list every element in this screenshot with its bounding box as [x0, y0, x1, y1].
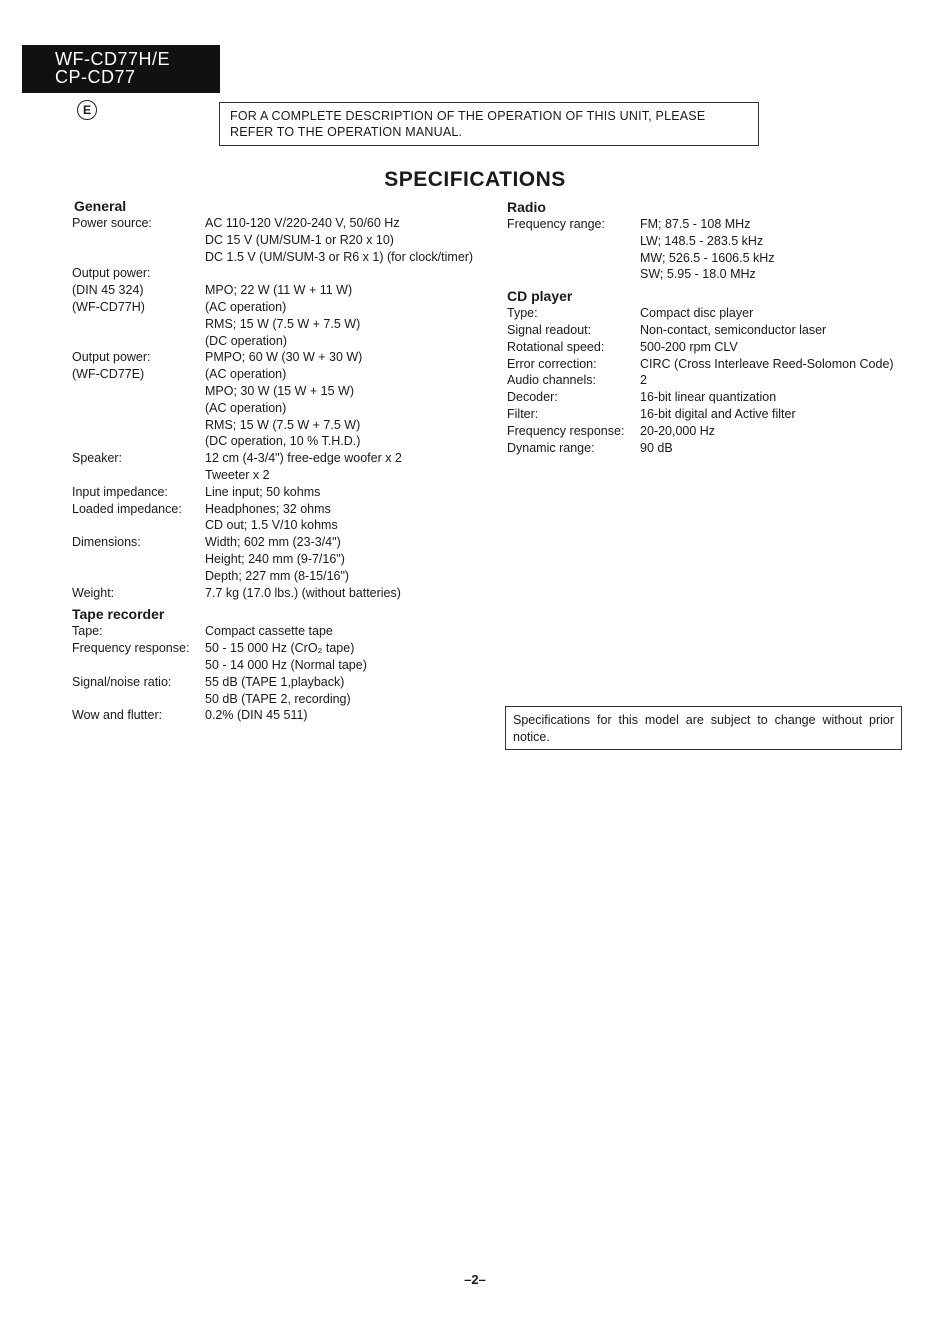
model-number-block — [22, 45, 220, 93]
spec-row — [507, 389, 907, 406]
spec-value: 7.7 kg (17.0 lbs.) (without batteries) — [205, 585, 401, 600]
section-heading-cd-player: CD player — [507, 288, 573, 305]
spec-label: Signal readout: — [507, 322, 592, 337]
spec-label: Output power: (DIN 45 324) (WF-CD77H) — [72, 266, 151, 314]
spec-value: MPO; 22 W (11 W + 11 W) (AC operation) RMS; 15 W (7.5 W + 7.5 W) (DC operation) — [205, 283, 361, 348]
spec-label: Output power: (WF-CD77E) — [72, 350, 151, 382]
spec-label: Weight: — [72, 585, 115, 600]
spec-value: 12 cm (4-3/4") free-edge woofer x 2 Tweeter x 2 — [205, 451, 402, 482]
left-column — [72, 197, 492, 724]
spec-value: Width; 602 mm (23-3/4") Height; 240 mm (9-7/16") Depth; 227 mm (8-15/16") — [205, 535, 350, 583]
spec-value: Compact disc player — [640, 306, 754, 321]
spec-row — [507, 440, 907, 457]
spec-label: Frequency response: — [507, 423, 625, 438]
page-number: –2– — [464, 1272, 486, 1287]
spec-row — [507, 216, 907, 283]
spec-value: CIRC (Cross Interleave Reed-Solomon Code) — [640, 356, 894, 371]
spec-row — [72, 585, 492, 602]
spec-label: Wow and flutter: — [72, 708, 163, 723]
spec-value: Non-contact, semiconductor laser — [640, 322, 827, 337]
spec-value: 20-20,000 Hz — [640, 423, 716, 438]
spec-label: Signal/noise ratio: — [72, 674, 172, 689]
spec-label: Filter: — [507, 406, 539, 421]
spec-row — [507, 322, 907, 339]
spec-label: Decoder: — [507, 390, 558, 405]
spec-label: Audio channels: — [507, 373, 596, 388]
spec-label: Input impedance: — [72, 484, 168, 499]
section-heading-tape-recorder: Tape recorder — [72, 606, 165, 623]
spec-row — [72, 215, 492, 265]
spec-value: 16-bit digital and Active filter — [640, 406, 796, 421]
spec-row — [72, 265, 492, 349]
spec-value: 90 dB — [640, 440, 673, 455]
spec-value: FM; 87.5 - 108 MHz LW; 148.5 - 283.5 kHz MW; 526.5 - 1606.5 kHz SW; 5.95 - 18.0 MHz — [640, 217, 775, 282]
spec-value: Line input; 50 kohms — [205, 484, 321, 499]
spec-label: Speaker: — [72, 451, 123, 466]
spec-row — [72, 674, 492, 708]
manual-notice-box: FOR A COMPLETE DESCRIPTION OF THE OPERATION OF THIS UNIT, PLEASE REFER TO THE OPERATION MANUAL. — [219, 102, 759, 146]
spec-row — [72, 349, 492, 450]
spec-row — [507, 305, 907, 322]
spec-row — [72, 450, 492, 484]
spec-row — [72, 484, 492, 501]
spec-row — [72, 623, 492, 640]
spec-value: Headphones; 32 ohms CD out; 1.5 V/10 kohms — [205, 501, 338, 533]
spec-label: Frequency response: — [72, 641, 190, 656]
spec-value: PMPO; 60 W (30 W + 30 W) (AC operation) MPO; 30 W (15 W + 15 W) (AC operation) RMS; 15 W (7.5 W + 7.5 W) (DC operation, 10 % T.H.D.) — [205, 350, 363, 449]
spec-value: 2 — [640, 373, 647, 388]
spec-row — [507, 423, 907, 440]
spec-value: 16-bit linear quantization — [640, 390, 777, 405]
spec-row — [507, 372, 907, 389]
spec-label: Type: — [507, 306, 538, 321]
spec-value: 55 dB (TAPE 1,playback) 50 dB (TAPE 2, recording) — [205, 674, 351, 706]
spec-label: Tape: — [72, 624, 103, 639]
spec-label: Rotational speed: — [507, 339, 605, 354]
spec-row — [72, 501, 492, 535]
region-badge: E — [77, 100, 97, 120]
spec-row — [507, 339, 907, 356]
model-number-primary: WF-CD77H/E — [55, 49, 171, 69]
spec-row — [72, 707, 492, 724]
section-heading-general: General — [74, 198, 127, 214]
page-title: SPECIFICATIONS — [384, 168, 566, 191]
section-heading-radio: Radio — [507, 199, 546, 215]
spec-label: Dynamic range: — [507, 440, 595, 455]
model-number-secondary: CP-CD77 — [55, 67, 136, 87]
spec-value: 50 - 15 000 Hz (CrO₂ tape) 50 - 14 000 Hz (Normal tape) — [205, 641, 367, 672]
spec-label: Dimensions: — [72, 535, 141, 550]
spec-row — [507, 406, 907, 423]
spec-value: 500-200 rpm CLV — [640, 339, 738, 354]
spec-label: Power source: — [72, 216, 152, 230]
spec-label: Loaded impedance: — [72, 501, 182, 516]
spec-row — [72, 534, 492, 584]
spec-value: 0.2% (DIN 45 511) — [205, 708, 308, 723]
spec-row — [507, 356, 907, 373]
spec-row — [72, 640, 492, 674]
right-column — [507, 198, 907, 456]
spec-change-notice-box: Specifications for this model are subject to change without prior notice. — [505, 706, 902, 750]
spec-value: Compact cassette tape — [205, 624, 333, 639]
spec-label: Error correction: — [507, 356, 597, 371]
spec-label: Frequency range: — [507, 217, 605, 231]
spec-value: AC 110-120 V/220-240 V, 50/60 Hz DC 15 V (UM/SUM-1 or R20 x 10) DC 1.5 V (UM/SUM-3 or R6 x 1) (for clock/timer) — [205, 216, 474, 264]
